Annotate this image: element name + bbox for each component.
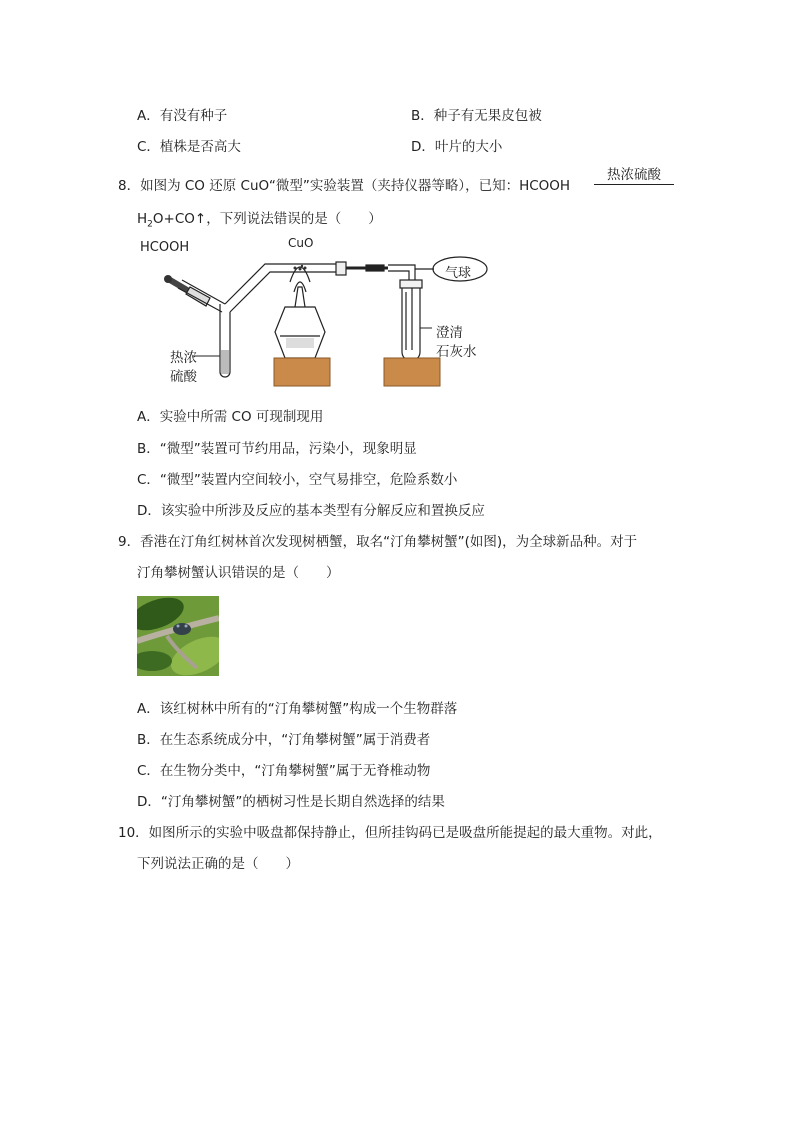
q9-option-a: A．该红树林中所有的“汀角攀树蟹”构成一个生物群落	[137, 701, 458, 717]
acid-liquid	[221, 350, 229, 374]
test-tube	[402, 288, 420, 361]
q10-stem-line2: 下列说法正确的是（ ）	[137, 856, 299, 872]
label-balloon: 气球	[445, 266, 472, 281]
dropper-tip	[164, 275, 172, 283]
label-acid-line2: 硫酸	[170, 369, 197, 385]
reaction-arrow-bar	[594, 184, 674, 185]
q9-stem-line1: 9．香港在汀角红树林首次发现树栖蟹，取名“汀角攀树蟹”(如图)，为全球新品种。对于	[118, 534, 638, 550]
q9-stem-line2: 汀角攀树蟹认识错误的是（ ）	[137, 565, 340, 581]
test-tube-stopper	[400, 280, 422, 288]
q7-option-c: C．植株是否高大	[137, 139, 241, 155]
formula-h: H	[137, 211, 148, 227]
q8-option-b: B．“微型”装置可节约用品，污染小，现象明显	[137, 441, 417, 457]
label-cuo: CuO	[288, 236, 314, 250]
q8-reaction-condition	[594, 163, 674, 185]
q8-option-c: C．“微型”装置内空间较小，空气易排空，危险系数小	[137, 472, 458, 488]
wood-block-right	[384, 358, 440, 386]
label-hcooh: HCOOH	[140, 240, 190, 255]
q7-option-d: D．叶片的大小	[411, 139, 503, 155]
formula-rest: O+CO↑，下列说法错误的是（ ）	[152, 211, 382, 227]
q8-option-d: D．该实验中所涉及反应的基本类型有分解反应和置换反应	[137, 503, 485, 519]
crab-photo	[137, 596, 219, 676]
label-limewater-line2: 石灰水	[436, 344, 477, 360]
q9-option-d: D．“汀角攀树蟹”的栖树习性是长期自然选择的结果	[137, 794, 445, 810]
rubber-tube	[366, 265, 384, 271]
q9-option-b: B．在生态系统成分中，“汀角攀树蟹”属于消费者	[137, 732, 431, 748]
label-limewater-line1: 澄清	[436, 325, 463, 341]
q8-stem-line1: 8．如图为 CO 还原 CuO“微型”实验装置（夹持仪器等略），已知：HCOOH	[118, 178, 571, 194]
wood-block-left	[274, 358, 330, 386]
q7-option-b: B．种子有无果皮包被	[411, 108, 542, 124]
label-acid-line1: 热浓	[170, 350, 197, 366]
stopper	[336, 262, 346, 275]
formula-subscript: 2	[147, 219, 153, 230]
q10-stem-line1: 10．如图所示的实验中吸盘都保持静止，但所挂钩码已是吸盘所能提起的最大重物。对此，	[118, 825, 662, 841]
q8-option-a: A．实验中所需 CO 可现制现用	[137, 409, 324, 425]
q8-stem-line2	[137, 207, 382, 230]
q7-option-a: A．有没有种子	[137, 108, 228, 124]
reaction-condition-text: 热浓硫酸	[607, 167, 661, 183]
alcohol-lamp	[275, 307, 325, 358]
q9-option-c: C．在生物分类中，“汀角攀树蟹”属于无脊椎动物	[137, 763, 431, 779]
